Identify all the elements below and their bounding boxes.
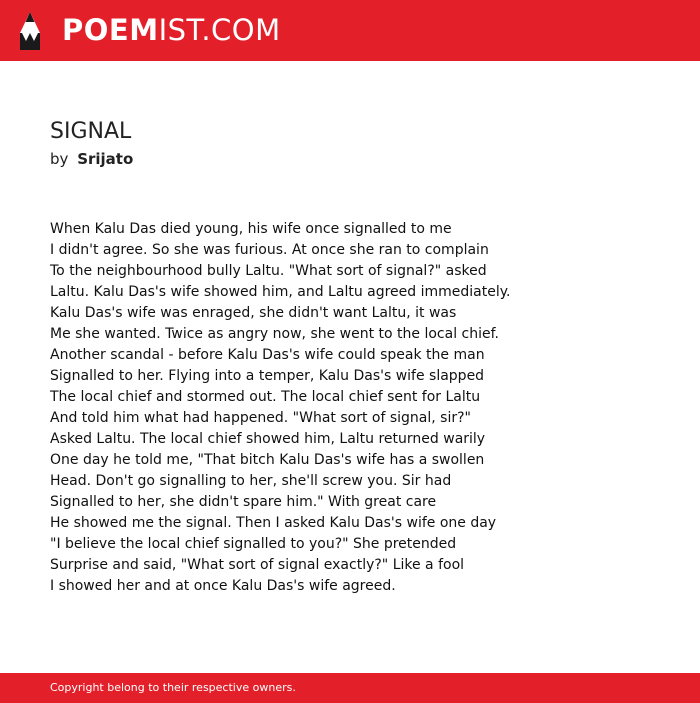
poem-line: One day he told me, "That bitch Kalu Das's wife has a swollen bbox=[50, 452, 485, 468]
poem-line: Laltu. Kalu Das's wife showed him, and Laltu agreed immediately. bbox=[50, 284, 511, 300]
poem-line: I showed her and at once Kalu Das's wife agreed. bbox=[50, 578, 396, 594]
copyright-text: Copyright belong to their respective owners. bbox=[50, 681, 296, 694]
poem-line: Another scandal - before Kalu Das's wife could speak the man bbox=[50, 347, 485, 363]
poem-line: Head. Don't go signalling to her, she'll screw you. Sir had bbox=[50, 473, 452, 489]
site-footer bbox=[0, 673, 700, 703]
site-header bbox=[0, 0, 700, 61]
site-logo[interactable] bbox=[62, 12, 281, 48]
poem-line: And told him what had happened. "What sort of signal, sir?" bbox=[50, 410, 471, 426]
poem-line: "I believe the local chief signalled to you?" She pretended bbox=[50, 536, 457, 552]
poem-author: Srijato bbox=[77, 150, 134, 168]
poem-line: Me she wanted. Twice as angry now, she went to the local chief. bbox=[50, 326, 499, 342]
by-label: by bbox=[50, 150, 69, 168]
poem-line: Asked Laltu. The local chief showed him, Laltu returned warily bbox=[50, 431, 486, 447]
poem-line: To the neighbourhood bully Laltu. "What sort of signal?" asked bbox=[50, 263, 487, 279]
poem-title: SIGNAL bbox=[50, 119, 132, 144]
logo-light-text: IST.COM bbox=[158, 13, 281, 47]
poem-line: When Kalu Das died young, his wife once signalled to me bbox=[50, 221, 452, 237]
poem-byline bbox=[50, 149, 133, 169]
poem-line: I didn't agree. So she was furious. At once she ran to complain bbox=[50, 242, 489, 258]
poem-line: Surprise and said, "What sort of signal exactly?" Like a fool bbox=[50, 557, 465, 573]
logo-bold-text: POEM bbox=[62, 13, 159, 47]
poem-line: Kalu Das's wife was enraged, she didn't want Laltu, it was bbox=[50, 305, 457, 321]
poem-body bbox=[50, 219, 650, 597]
poem-line: The local chief and stormed out. The local chief sent for Laltu bbox=[50, 389, 481, 405]
poem-line: Signalled to her. Flying into a temper, Kalu Das's wife slapped bbox=[50, 368, 485, 384]
pencil-icon[interactable] bbox=[18, 11, 42, 51]
poem-line: He showed me the signal. Then I asked Kalu Das's wife one day bbox=[50, 515, 497, 531]
poem-line: Signalled to her, she didn't spare him." With great care bbox=[50, 494, 437, 510]
